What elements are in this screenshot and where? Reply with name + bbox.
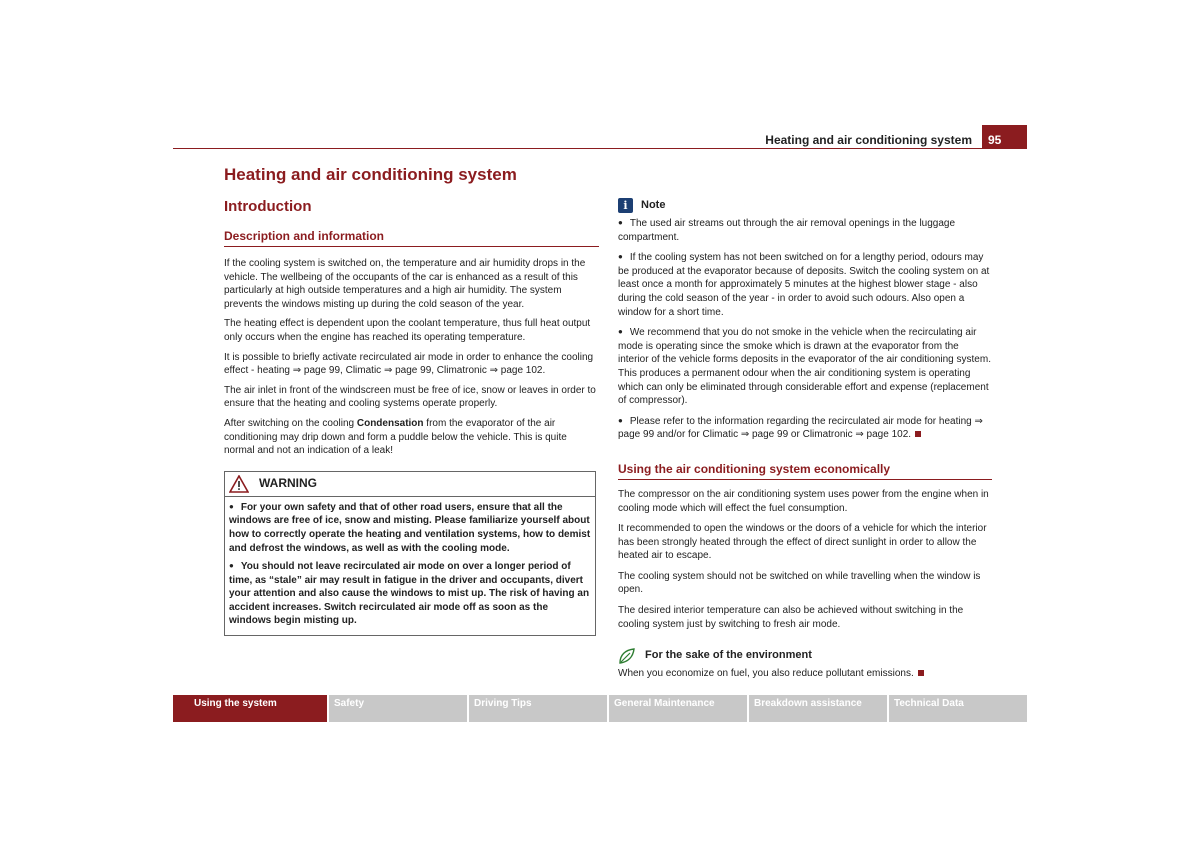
paragraph: If the cooling system is switched on, the temperature and air humidity drops in the vehicle. The wellbeing of the occupants of the car is enhanced as a result of this particularly at high outside temperatures and a high air humidity. The system prevents the windows misting up during the cold season of the year. [224,258,586,310]
section-title: Introduction [224,198,312,215]
paragraph-text: After switching on the cooling [224,417,357,429]
nav-tab-breakdown-assistance[interactable]: Breakdown assistance [749,695,887,722]
leaf-environment-icon [618,647,636,665]
note-header [618,198,992,213]
warning-header [225,472,595,497]
note-item-text: Please refer to the information regarding the recirculated air mode for heating ⇒ page 99 and/or for Climatic ⇒ page 99 or Climatronic ⇒ page 102. [618,415,983,441]
environment-title: For the sake of the environment [645,649,812,662]
nav-tab-using-the-system[interactable]: Using the system [173,695,327,722]
right-column [618,198,992,688]
note-item: ● We recommend that you do not smoke in the vehicle when the recirculating air mode is operating since the smoke which is drawn at the evaporator from the interior of the vehicle forms deposits in the evaporator of the air conditioning system. This produces a permanent odour when the air conditioning system is operating which can only be eliminated through considerable effort and expense (replacement of compressor). [618,326,992,408]
end-mark [911,429,921,440]
left-column [224,160,599,636]
paragraph: The heating effect is dependent upon the coolant temperature, thus full heat output only occurs when the engine has reached its operating temperature. [224,318,591,343]
paragraph: It is possible to briefly activate recirculated air mode in order to enhance the cooling effect - heating ⇒ page 99, Climatic ⇒ page 99, Climatronic ⇒ page 102. [224,351,594,377]
end-mark [914,668,924,679]
warning-box [224,471,596,636]
nav-tab-driving-tips[interactable]: Driving Tips [469,695,607,722]
paragraph: The compressor on the air conditioning system uses power from the engine when in cooling mode which will effect the fuel consumption. [618,488,989,514]
note-item [618,415,992,442]
header-rule [173,148,1027,149]
nav-tab-safety[interactable]: Safety [329,695,467,722]
paragraph: The desired interior temperature can also be achieved without switching in the cooling system just by switching to fresh air mode. [618,605,964,630]
chapter-nav-bar [173,695,1027,722]
page-number: 95 [982,125,1027,149]
chapter-title: Heating and air conditioning system [224,165,517,184]
nav-tab-technical-data[interactable]: Technical Data [889,695,1027,722]
environment-text: When you economize on fuel, you also reduce pollutant emissions. [618,668,914,680]
paragraph [224,417,599,458]
warning-item: ● You should not leave recirculated air mode on over a longer period of time, as “stale” air may result in fatigue in the driver and occupants, divert your attention and also cause the windows to mist up. The risk of having an accident increases. Switch recirculated air mode off as soon as the windows begin misting up. [229,560,591,628]
warning-title: WARNING [259,475,317,490]
info-icon: i [618,198,633,213]
note-title: Note [641,198,666,211]
note-item: ● The used air streams out through the air removal openings in the luggage compartment. [618,217,992,244]
paragraph-text: from the evaporator of the air conditioning may drip down and form a puddle below the vehicle. This is quite normal and not an indication of a leak! [224,417,567,457]
paragraph: It recommended to open the windows or the doors of a vehicle for which the interior has been strongly heated through the effect of direct sunlight in order to allow the heated air to escape. [618,523,987,562]
running-header-title: Heating and air conditioning system [765,133,972,147]
paragraph: The air inlet in front of the windscreen must be free of ice, snow or leaves in order to ensure that the heating and cooling systems operate properly. [224,384,596,410]
paragraph [618,667,992,681]
subsection-title: Using the air conditioning system economically [618,462,992,480]
note-item: ● If the cooling system has not been switched on for a lengthy period, odours may be produced at the evaporator because of deposits. Switch the cooling system on at least once a month for approximately 5 minutes at the highest blower stage - also during the cold season of the year - in order to avoid such odours. Also open a window for a short time. [618,251,992,319]
condensation-term: Condensation [356,417,424,429]
environment-header [618,647,992,665]
warning-item: ● For your own safety and that of other road users, ensure that all the windows are free of ice, snow and misting. Please familiarize yourself about how to correctly operate the heating and ventilation systems, how to demist and defrost the windows, as well as with the cooling mode. [229,501,591,555]
paragraph: The cooling system should not be switched on while travelling when the window is open. [618,570,981,596]
warning-triangle-icon [229,475,249,493]
nav-tab-general-maintenance[interactable]: General Maintenance [609,695,747,722]
subsection-title: Description and information [224,229,599,247]
